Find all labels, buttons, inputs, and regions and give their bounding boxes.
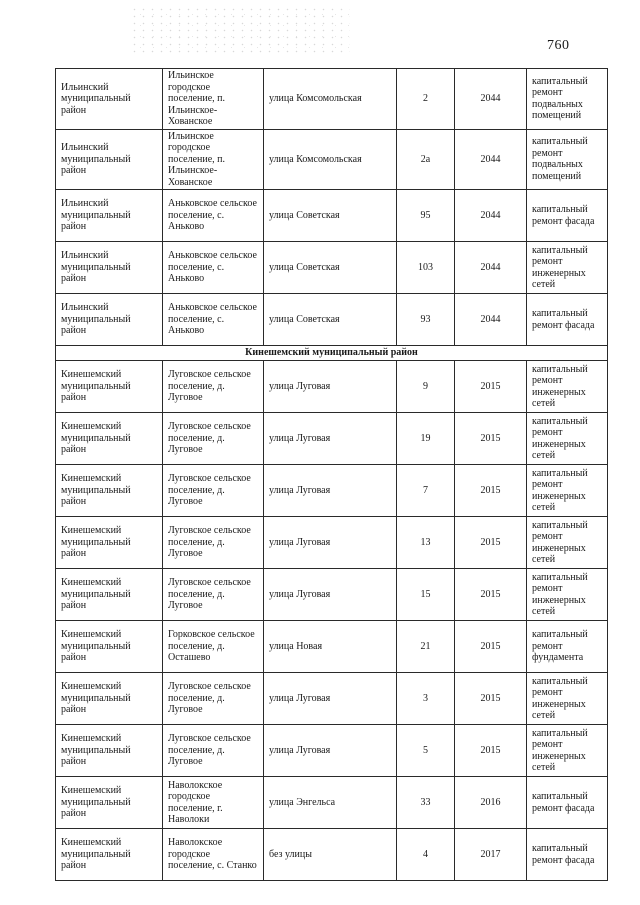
year-cell: 2015 (455, 517, 527, 569)
table-row (56, 569, 608, 621)
work-type-cell: капитальный ремонт подвальных помещений (527, 69, 608, 130)
house-number-cell: 21 (397, 621, 455, 673)
work-type-cell: капитальный ремонт подвальных помещений (527, 129, 608, 190)
street-cell: улица Луговая (264, 517, 397, 569)
district-cell: Ильинский муниципальный район (56, 294, 163, 346)
repair-schedule-table (55, 68, 608, 881)
street-cell: улица Энгельса (264, 777, 397, 829)
district-cell: Кинешемский муниципальный район (56, 361, 163, 413)
street-cell: улица Комсомольская (264, 129, 397, 190)
house-number-cell: 15 (397, 569, 455, 621)
year-cell: 2044 (455, 242, 527, 294)
settlement-cell: Горковское сельское поселение, д. Осташево (163, 621, 264, 673)
settlement-cell: Ильинское городское поселение, п. Ильинское-Хованское (163, 69, 264, 130)
settlement-cell: Луговское сельское поселение, д. Луговое (163, 361, 264, 413)
year-cell: 2044 (455, 129, 527, 190)
settlement-cell: Ильинское городское поселение, п. Ильинское-Хованское (163, 129, 264, 190)
table-row (56, 673, 608, 725)
table-row (56, 129, 608, 190)
district-cell: Ильинский муниципальный район (56, 129, 163, 190)
work-type-cell: капитальный ремонт инженерных сетей (527, 673, 608, 725)
house-number-cell: 2а (397, 129, 455, 190)
scan-noise (130, 6, 350, 56)
table-row (56, 69, 608, 130)
table-row (56, 190, 608, 242)
table-row (56, 621, 608, 673)
table-row (56, 517, 608, 569)
settlement-cell: Луговское сельское поселение, д. Луговое (163, 673, 264, 725)
section-header-row (56, 346, 608, 361)
work-type-cell: капитальный ремонт фундамента (527, 621, 608, 673)
settlement-cell: Луговское сельское поселение, д. Луговое (163, 517, 264, 569)
street-cell: улица Комсомольская (264, 69, 397, 130)
district-cell: Кинешемский муниципальный район (56, 517, 163, 569)
house-number-cell: 2 (397, 69, 455, 130)
street-cell: улица Луговая (264, 465, 397, 517)
settlement-cell: Луговское сельское поселение, д. Луговое (163, 569, 264, 621)
street-cell: улица Луговая (264, 361, 397, 413)
table-row (56, 242, 608, 294)
house-number-cell: 3 (397, 673, 455, 725)
house-number-cell: 19 (397, 413, 455, 465)
work-type-cell: капитальный ремонт инженерных сетей (527, 242, 608, 294)
district-cell: Кинешемский муниципальный район (56, 673, 163, 725)
work-type-cell: капитальный ремонт инженерных сетей (527, 569, 608, 621)
year-cell: 2015 (455, 569, 527, 621)
house-number-cell: 93 (397, 294, 455, 346)
district-cell: Кинешемский муниципальный район (56, 777, 163, 829)
street-cell: улица Советская (264, 242, 397, 294)
year-cell: 2015 (455, 621, 527, 673)
work-type-cell: капитальный ремонт инженерных сетей (527, 413, 608, 465)
street-cell: улица Луговая (264, 569, 397, 621)
house-number-cell: 9 (397, 361, 455, 413)
work-type-cell: капитальный ремонт инженерных сетей (527, 361, 608, 413)
table-row (56, 777, 608, 829)
year-cell: 2015 (455, 465, 527, 517)
table-row (56, 361, 608, 413)
work-type-cell: капитальный ремонт инженерных сетей (527, 725, 608, 777)
house-number-cell: 95 (397, 190, 455, 242)
page-number: 760 (547, 38, 570, 53)
year-cell: 2044 (455, 294, 527, 346)
section-title: Кинешемский муниципальный район (56, 346, 608, 361)
table-row (56, 294, 608, 346)
house-number-cell: 33 (397, 777, 455, 829)
table-row (56, 465, 608, 517)
year-cell: 2016 (455, 777, 527, 829)
year-cell: 2015 (455, 413, 527, 465)
settlement-cell: Наволокское городское поселение, с. Станко (163, 829, 264, 881)
table-row (56, 829, 608, 881)
settlement-cell: Аньковское сельское поселение, с. Аньково (163, 294, 264, 346)
district-cell: Кинешемский муниципальный район (56, 569, 163, 621)
settlement-cell: Наволокское городское поселение, г. Наволоки (163, 777, 264, 829)
work-type-cell: капитальный ремонт инженерных сетей (527, 465, 608, 517)
settlement-cell: Луговское сельское поселение, д. Луговое (163, 725, 264, 777)
year-cell: 2044 (455, 69, 527, 130)
house-number-cell: 103 (397, 242, 455, 294)
district-cell: Кинешемский муниципальный район (56, 413, 163, 465)
street-cell: улица Луговая (264, 413, 397, 465)
district-cell: Кинешемский муниципальный район (56, 621, 163, 673)
street-cell: без улицы (264, 829, 397, 881)
work-type-cell: капитальный ремонт фасада (527, 190, 608, 242)
year-cell: 2017 (455, 829, 527, 881)
district-cell: Кинешемский муниципальный район (56, 465, 163, 517)
street-cell: улица Луговая (264, 673, 397, 725)
district-cell: Кинешемский муниципальный район (56, 725, 163, 777)
settlement-cell: Аньковское сельское поселение, с. Аньково (163, 190, 264, 242)
house-number-cell: 7 (397, 465, 455, 517)
district-cell: Ильинский муниципальный район (56, 69, 163, 130)
settlement-cell: Луговское сельское поселение, д. Луговое (163, 465, 264, 517)
year-cell: 2015 (455, 673, 527, 725)
house-number-cell: 13 (397, 517, 455, 569)
street-cell: улица Луговая (264, 725, 397, 777)
street-cell: улица Советская (264, 190, 397, 242)
work-type-cell: капитальный ремонт фасада (527, 294, 608, 346)
district-cell: Ильинский муниципальный район (56, 190, 163, 242)
table-row (56, 413, 608, 465)
settlement-cell: Луговское сельское поселение, д. Луговое (163, 413, 264, 465)
table-row (56, 725, 608, 777)
house-number-cell: 5 (397, 725, 455, 777)
year-cell: 2015 (455, 725, 527, 777)
year-cell: 2044 (455, 190, 527, 242)
house-number-cell: 4 (397, 829, 455, 881)
work-type-cell: капитальный ремонт фасада (527, 829, 608, 881)
year-cell: 2015 (455, 361, 527, 413)
street-cell: улица Советская (264, 294, 397, 346)
district-cell: Кинешемский муниципальный район (56, 829, 163, 881)
district-cell: Ильинский муниципальный район (56, 242, 163, 294)
work-type-cell: капитальный ремонт фасада (527, 777, 608, 829)
settlement-cell: Аньковское сельское поселение, с. Аньково (163, 242, 264, 294)
table-body (56, 69, 608, 881)
work-type-cell: капитальный ремонт инженерных сетей (527, 517, 608, 569)
street-cell: улица Новая (264, 621, 397, 673)
